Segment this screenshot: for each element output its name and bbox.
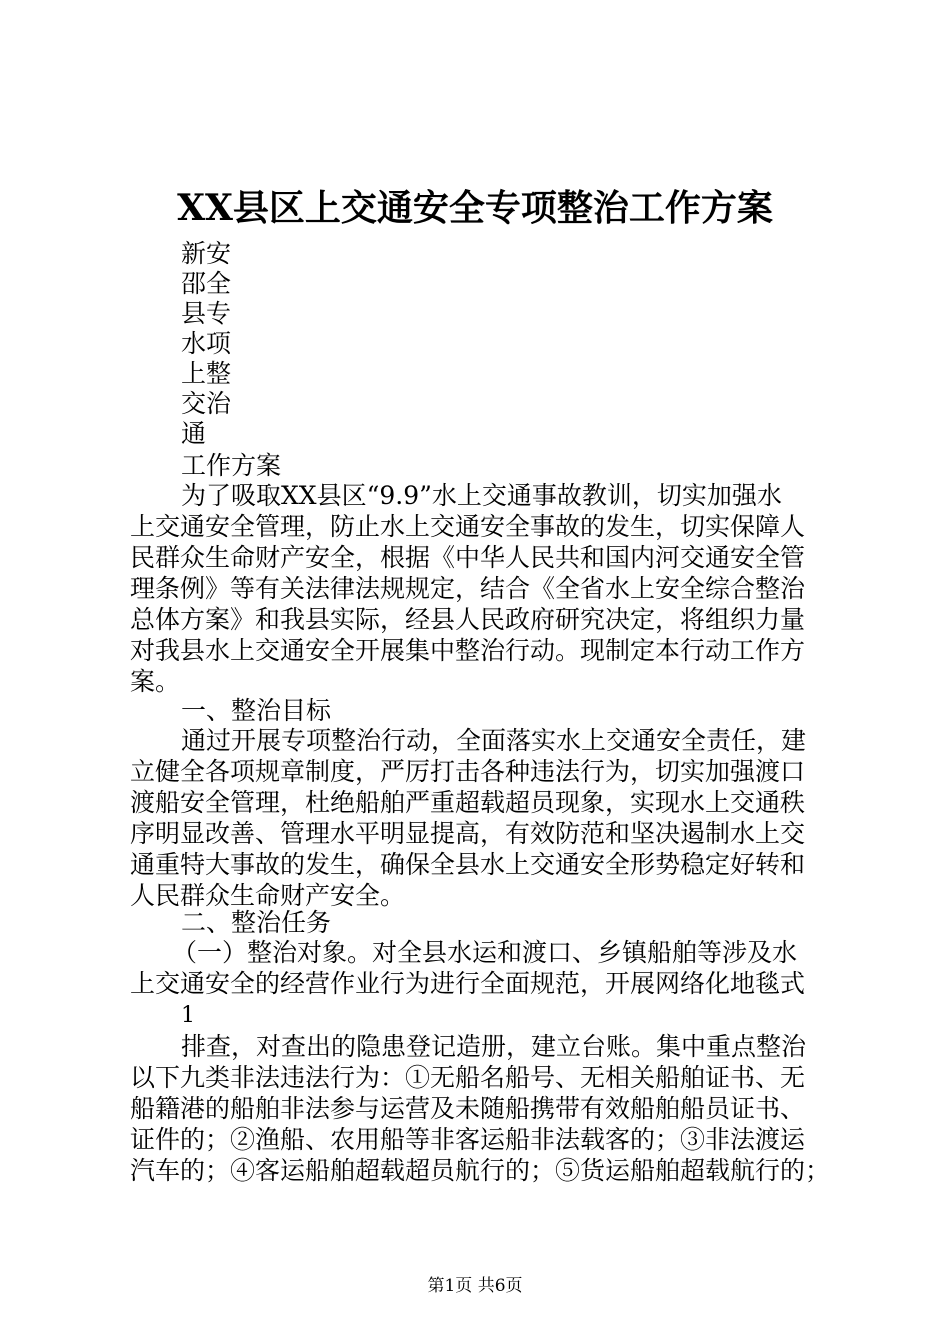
heading-column-line: 水项 (181, 329, 232, 358)
paragraph-line: 船籍港的船舶非法参与运营及未随船携带有效船舶船员证书、 (130, 1094, 806, 1123)
paragraph-line: 对我县水上交通安全开展集中整治行动。现制定本行动工作方 (130, 636, 806, 665)
paragraph-line: 通重特大事故的发生，确保全县水上交通安全形势稳定好转和 (130, 850, 806, 879)
heading-tail: 工作方案 (181, 451, 282, 480)
heading-column-line: 新安 (181, 239, 232, 268)
paragraph-line: 证件的；②渔船、农用船等非客运船非法载客的；③非法渡运 (130, 1125, 806, 1154)
page-footer: 第1页 共6页 (427, 1276, 523, 1296)
heading-column-line: 县专 (181, 299, 232, 328)
paragraph-line: 渡船安全管理，杜绝船舶严重超载超员现象，实现水上交通秩 (130, 788, 806, 817)
paragraph-line: 总体方案》和我县实际，经县人民政府研究决定，将组织力量 (130, 605, 806, 634)
paragraph-line: 理条例》等有关法律法规规定，结合《全省水上安全综合整治 (130, 574, 806, 603)
paragraph-line: （一）整治对象。对全县水运和渡口、乡镇船舶等涉及水 (172, 938, 798, 967)
paragraph-line: 为了吸取XX县区“9.9”水上交通事故教训，切实加强水 (181, 481, 782, 510)
paragraph-line: 通过开展专项整治行动，全面落实水上交通安全责任，建 (181, 726, 807, 755)
paragraph-line: 民群众生命财产安全，根据《中华人民共和国内河交通安全管 (130, 543, 806, 572)
paragraph-line: 以下九类非法违法行为：①无船名船号、无相关船舶证书、无 (130, 1063, 806, 1092)
section-heading: 一、整治目标 (181, 696, 332, 725)
heading-column-line: 交治 (181, 389, 232, 418)
paragraph-line: 立健全各项规章制度，严厉打击各种违法行为，切实加强渡口 (130, 757, 806, 786)
paragraph-line: 序明显改善、管理水平明显提高，有效防范和坚决遏制水上交 (130, 819, 806, 848)
paragraph-line: 人民群众生命财产安全。 (130, 881, 406, 910)
section-heading: 二、整治任务 (181, 908, 332, 937)
heading-column-line: 邵全 (181, 269, 232, 298)
heading-column-line: 通 (181, 419, 207, 448)
paragraph-line: 案。 (130, 667, 181, 696)
paragraph-line: 上交通安全管理，防止水上交通安全事故的发生，切实保障人 (130, 512, 806, 541)
document-title: XX县区上交通安全专项整治工作方案 (177, 187, 773, 229)
page-break-marker: 1 (181, 1003, 195, 1028)
paragraph-line: 汽车的；④客运船舶超载超员航行的；⑤货运船舶超载航行的； (130, 1156, 831, 1185)
paragraph-line: 排查，对查出的隐患登记造册，建立台账。集中重点整治 (181, 1032, 807, 1061)
paragraph-line: 上交通安全的经营作业行为进行全面规范，开展网络化地毯式 (130, 969, 806, 998)
heading-column-line: 上整 (181, 359, 232, 388)
